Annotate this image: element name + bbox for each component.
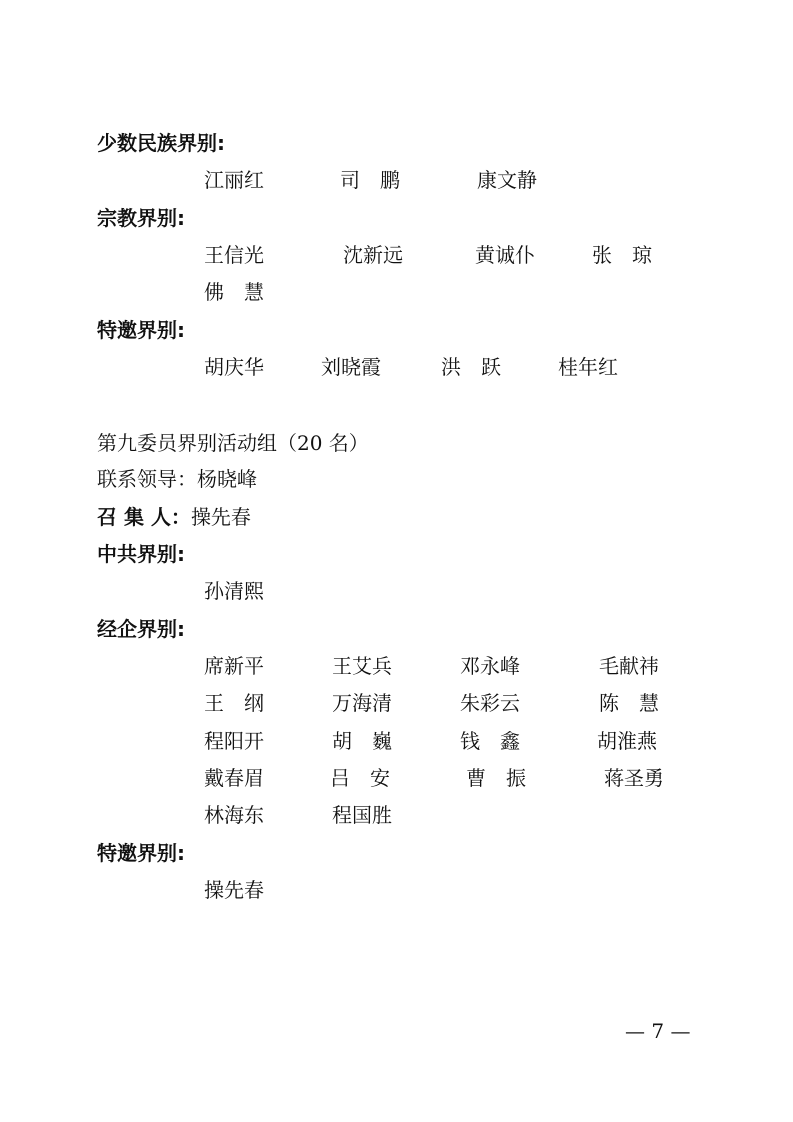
member-name: 洪 跃	[441, 355, 501, 379]
religion-heading: 宗教界别:	[97, 206, 185, 230]
member-name: 张 琼	[592, 243, 652, 267]
convener-line	[97, 505, 251, 529]
member-name: 邓永峰	[460, 654, 520, 678]
member-name: 刘晓霞	[321, 355, 381, 379]
member-name: 佛 慧	[204, 280, 264, 304]
member-name: 陈 慧	[599, 691, 659, 715]
cpc-heading: 中共界别:	[97, 542, 185, 566]
member-name: 沈新远	[343, 243, 403, 267]
member-name: 胡淮燕	[597, 729, 657, 753]
invited-heading: 特邀界别:	[97, 318, 185, 342]
member-name: 钱 鑫	[460, 729, 520, 753]
invited-heading: 特邀界别:	[97, 841, 185, 865]
member-name: 王艾兵	[332, 654, 392, 678]
minority-heading: 少数民族界别:	[97, 131, 225, 155]
member-name: 程阳开	[204, 729, 264, 753]
econ-heading: 经企界别:	[97, 617, 185, 641]
member-name: 康文静	[477, 168, 537, 192]
member-name: 吕 安	[330, 766, 390, 790]
member-name: 孙清熙	[204, 579, 264, 603]
member-name: 曹 振	[466, 766, 526, 790]
member-name: 桂年红	[558, 355, 618, 379]
convener-label: 召 集 人：	[97, 505, 191, 529]
member-name: 王 纲	[204, 691, 264, 715]
member-name: 席新平	[204, 654, 264, 678]
member-name: 司 鹏	[340, 168, 400, 192]
member-name: 毛献祎	[599, 654, 659, 678]
group-title: 第九委员界别活动组（20 名）	[97, 431, 369, 455]
member-name: 胡 巍	[332, 729, 392, 753]
member-name: 江丽红	[204, 168, 264, 192]
member-name: 林海东	[204, 803, 264, 827]
liaison-line: 联系领导：杨晓峰	[97, 467, 257, 491]
convener-value: 操先春	[190, 505, 251, 529]
member-name: 黄诚仆	[475, 243, 535, 267]
page-number: — 7 —	[625, 1019, 691, 1043]
member-name: 万海清	[332, 691, 392, 715]
member-name: 操先春	[204, 878, 264, 902]
member-name: 蒋圣勇	[604, 766, 664, 790]
member-name: 胡庆华	[204, 355, 264, 379]
member-name: 戴春眉	[204, 766, 264, 790]
member-name: 程国胜	[332, 803, 392, 827]
member-name: 王信光	[204, 243, 264, 267]
member-name: 朱彩云	[460, 691, 520, 715]
